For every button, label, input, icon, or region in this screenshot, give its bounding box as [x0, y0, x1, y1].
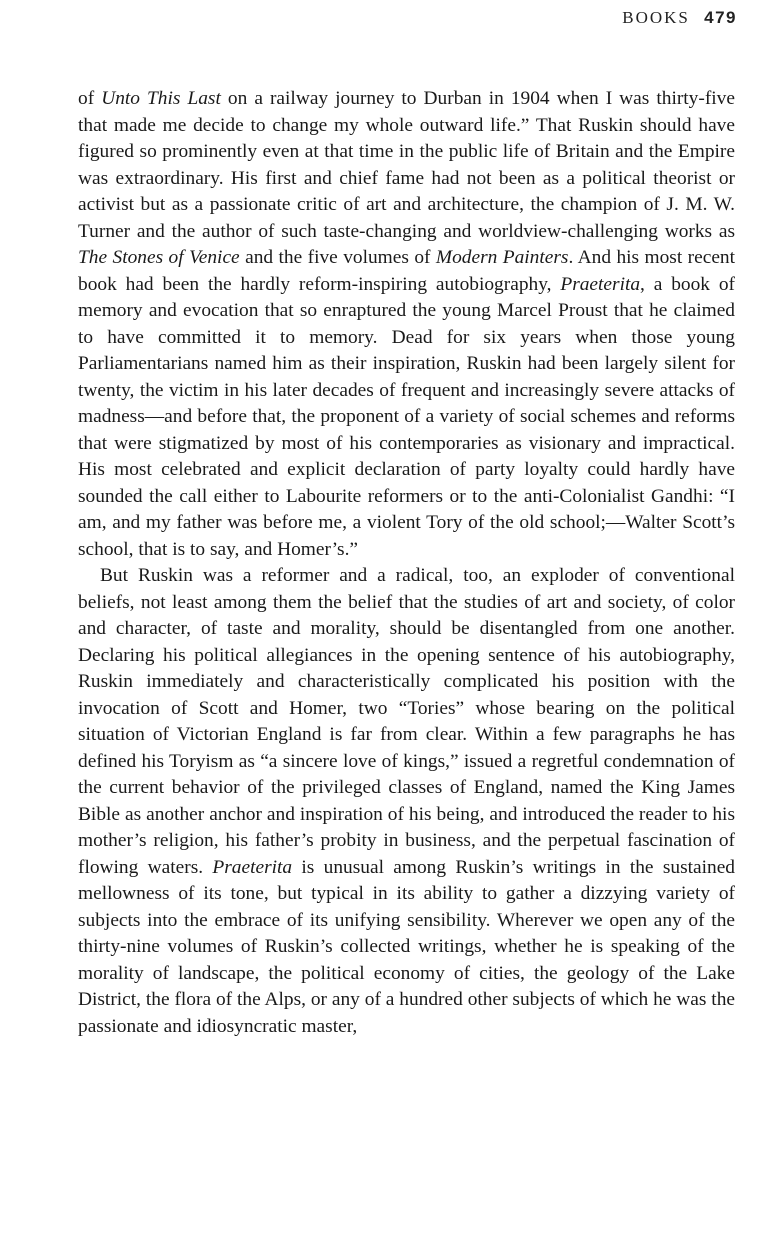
text-run: is unusual among Ruskin’s writings in the sustained mellowness of its tone, but typical in its ability to gather a dizzying variety of subjects into the embrace of its unifying sensibility. Wherever we open any of the thirty-nine volumes of Ruskin’s collected writings, whether he is speaking of the morality of landscape, the political economy of cities, the geology of the Lake District, the flora of the Alps, or any of a hundred other subjects of which he was the passionate and idiosyncratic master, [78, 856, 735, 1037]
italic-title: The Stones of Venice [78, 247, 240, 268]
paragraph-2 [78, 563, 735, 1040]
running-header [622, 8, 737, 28]
text-run: . And his most recent book had been the hardly reform-inspiring autobiography, [78, 247, 736, 295]
paragraph-1 [78, 86, 735, 563]
italic-title: Unto This Last [101, 88, 221, 109]
page-number: 479 [704, 8, 737, 27]
body-text [78, 86, 735, 1040]
section-title: BOOKS [622, 8, 690, 27]
italic-title: Praeterita [212, 856, 293, 878]
text-run: , a book of memory and evocation that so enraptured the young Marcel Proust that he claimed to have committed it to memory. Dead for six years when those young Parliamentarians named him as their inspiration, Ruskin had been largely silent for twenty, the victim in his later decades of frequent and increasingly severe attacks of madness—and before that, the proponent of a variety of social schemes and reforms that were stigmatized by most of his contemporaries as visionary and impractical. His most celebrated and explicit declaration of party loyalty could hardly have sounded the call either to Labourite reformers or to the anti-Colonialist Gandhi: “I am, and my father was before me, a violent Tory of the old school;—Walter Scott’s school, that is to say, and Homer’s.” [78, 273, 735, 560]
text-run: on a railway journey to Durban in 1904 when I was thirty-five that made me decide to change my whole outward life.” That Ruskin should have figured so prominently even at that time in the public life of Britain and the Empire was extraordinary. His first and chief fame had not been as a political theorist or activist but as a passionate critic of art and architecture, the champion of J. M. W. Turner and the author of such taste-changing and worldview-challenging works as [78, 88, 735, 242]
italic-title: Praeterita [560, 273, 641, 295]
text-run: of [78, 88, 102, 109]
italic-title: Modern Painters [435, 247, 569, 268]
text-run: But Ruskin was a reformer and a radical, too, an exploder of conventional beliefs, not least among them the belief that the studies of art and society, of color and character, of taste and morality, should be disentangled from one another. Declaring his political allegiances in the opening sentence of his autobiography, Ruskin immediately and characteristically complicated his position with the invocation of Scott and Homer, two “Tories” whose bearing on the political situation of Victorian England is far from clear. Within a few paragraphs he has defined his Toryism as “a sincere love of kings,” issued a regretful condemnation of the current behavior of the privileged classes of England, named the King James Bible as another anchor and inspiration of his being, and introduced the reader to his mother’s religion, his father’s probity in business, and the perpetual fascination of flowing waters. [78, 565, 735, 878]
text-run: and the five volumes of [239, 247, 436, 268]
